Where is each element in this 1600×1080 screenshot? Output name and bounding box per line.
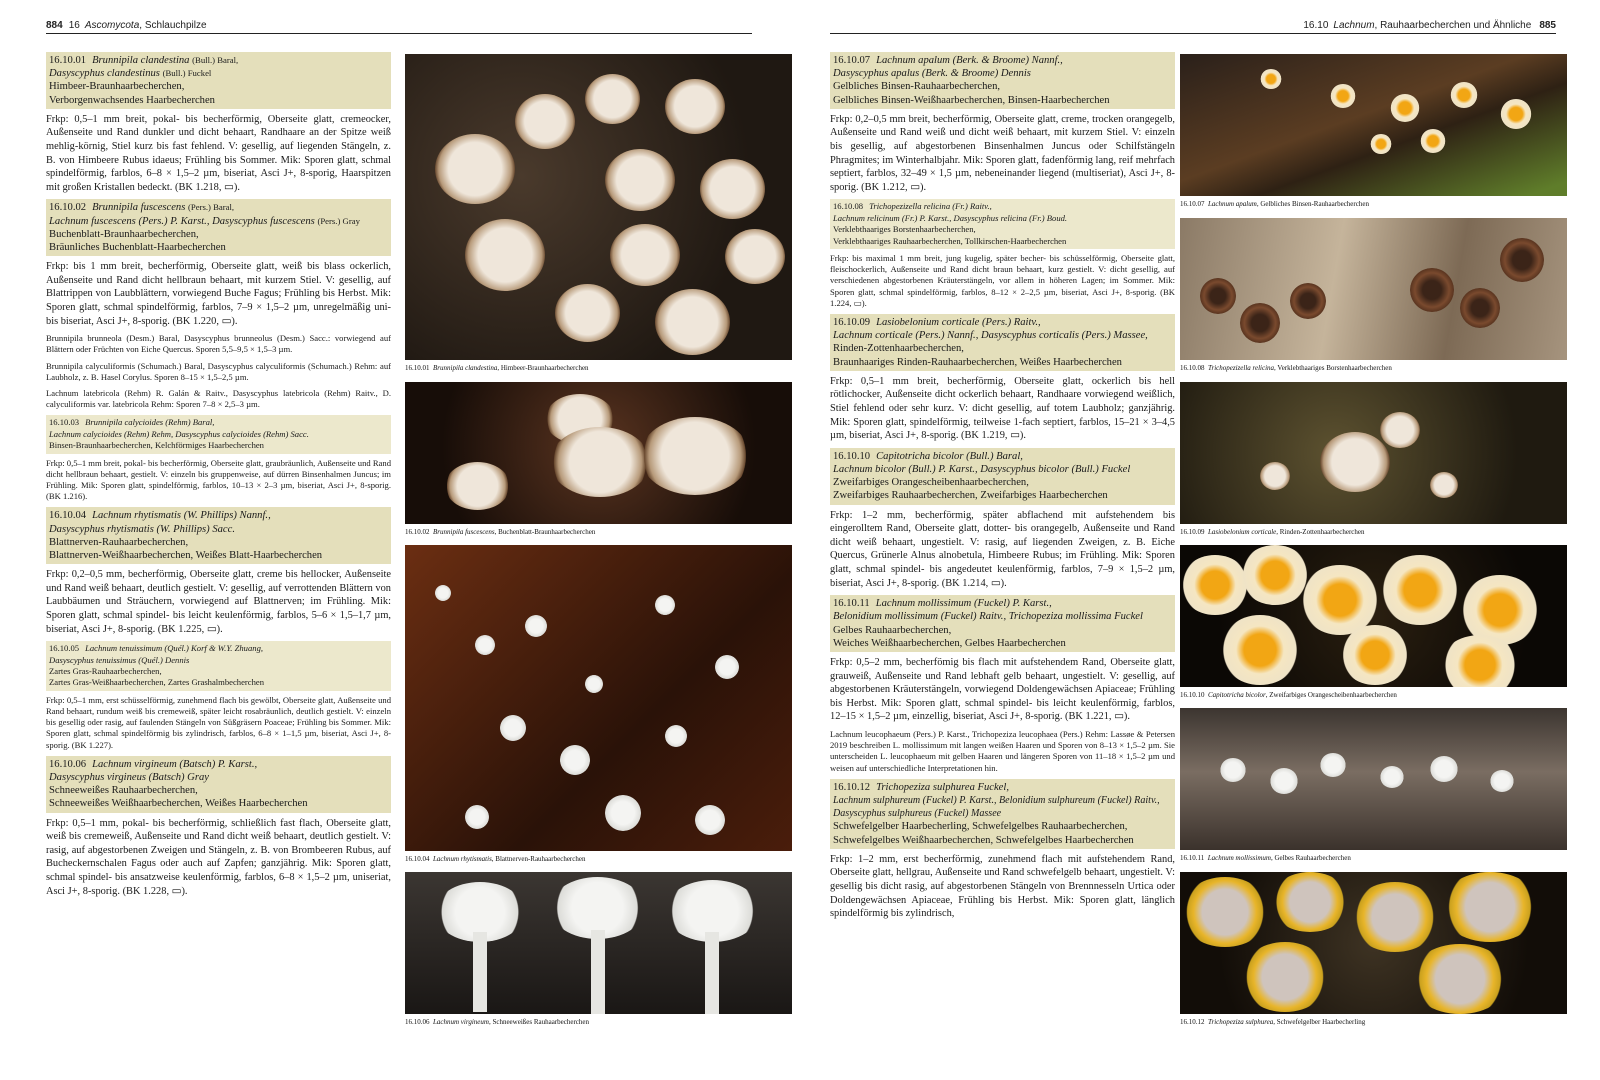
entry-description: Frkp: 1–2 mm, erst becherförmig, zunehmend flach mit aufstehendem Rand, Oberseite glatt, hellgrau, Außenseite und Rand schwefelgelb behaart, ungestielt. V: gesellig bis dicht rasig, auf abgestorbenen Stängeln von Brennnesseln Urtica oder Doldengewächsen Apiaceae, Frühling bis Herbst. Mik: Sporen glatt, länglich spindelförmig bis zylindrisch, [830, 853, 1176, 920]
entry-description: Frkp: bis 1 mm breit, becherförmig, Oberseite glatt, weiß bis blass ockerlich, Außenseite und Rand dicht hellbraun behaart, mit kurzem Stiel. V: gesellig, auf Blattrippen von Laubblättern, vorwiegend Buche Fagus; Frühling bis Herbst. Mik: Sporen glatt, schmal spindelförmig, farblos, 7–9 × 1,5–2 µm, unregelmäßig uni- bis biseriat, Asci J+, 8-sporig. (BK 1.220, ▭). [46, 261, 391, 327]
entry-header [46, 641, 391, 691]
entry-header [830, 52, 1175, 109]
common-name: Blattnerven-Weißhaarbecherchen, Weißes Blatt-Haarbecherchen [49, 550, 323, 562]
common-name: Binsen-Braunhaarbecherchen, Kelchförmiges Haarbecherchen [49, 440, 264, 451]
scientific-name: Brunnipila fuscescens [92, 202, 186, 214]
entry-number: 16.10.06 [49, 758, 87, 770]
right-page [800, 0, 1600, 1080]
figure-16-10-02 [405, 382, 792, 537]
figure-caption: 16.10.09 Lasiobelonium corticale, Rinden-Zottenhaarbecherchen [1180, 528, 1365, 536]
chapter-number: 16 [68, 20, 80, 31]
species-entry [830, 779, 1175, 921]
fungus-photo [1180, 545, 1567, 687]
common-name: Gelbes Rauhaarbecherchen, [833, 624, 952, 636]
species-entry [46, 415, 391, 502]
related-species-note: Brunnipila brunneola (Desm.) Baral, Dasyscyphus brunneolus (Desm.) Sacc.: vorwiegend auf Blättern oder Früchten von Eiche Quercus. Sporen 5,5–9,5 × 1,5–3 µm. [46, 333, 391, 355]
scientific-name: Lachnum mollissimum (Fuckel) P. Karst., [875, 598, 1052, 610]
common-name: Verklebthaariges Borstenhaarbecherchen, [833, 224, 976, 235]
entry-description: Frkp: 0,2–0,5 mm breit, becherförmig, Oberseite glatt, creme, trocken orangegelb, Außenseite und Rand weiß und dicht weiß behaart, mit kurzem Stiel. V: einzeln bis gesellig, auf abgestorbenen Binsenhalmen Juncus oder Schilfstängeln Phragmites; im Winterhalbjahr. Mik: Sporen glatt, fadenförmig lang, reif mehrfach septiert, farblos, 32–49 × 1,5 µm, nebeneinander liegend (multiseriat), Asci J+, 8-sporig. (BK 1.212, ▭). [830, 113, 1175, 193]
figure-caption: 16.10.08 Trichopezizella relicina, Verklebthaariges Borstenhaarbecherchen [1180, 364, 1392, 372]
related-species-note: Brunnipila calyculiformis (Schumach.) Baral, Dasyscyphus calyculiformis (Schumach.) Rehm: auf Laubholz, z. B. Hasel Corylus. Sporen 8–15 × 1,5–2,5 µm. [46, 360, 391, 382]
scientific-name: Lachnum tenuissimum (Quél.) Korf & W.Y. Zhuang, [85, 643, 264, 654]
entry-header [46, 507, 391, 564]
scientific-name: Lasiobelonium corticale (Pers.) Raitv., [876, 317, 1041, 329]
common-name: Zartes Gras-Weißhaarbecherchen, Zartes Grashalmbecherchen [49, 677, 264, 688]
synonym: Dasyscyphus rhytismatis (W. Phillips) Sacc. [49, 523, 235, 535]
synonym: Lachnum calycioides (Rehm) Rehm, Dasyscyphus calycioides (Rehm) Sacc. [49, 428, 309, 439]
figure-caption: 16.10.01 Brunnipila clandestina, Himbeer-Braunhaarbecherchen [405, 364, 589, 372]
common-name: Schwefelgelber Haarbecherling, Schwefelgelbes Rauhaarbecherchen, [833, 821, 1128, 833]
species-entry [830, 314, 1175, 443]
scientific-name: Lachnum virgineum (Batsch) P. Karst., [92, 758, 258, 770]
synonym: Lachnum relicinum (Fr.) P. Karst., Dasyscyphus relicina (Fr.) Boud. [833, 212, 1068, 223]
common-name: Schneeweißes Weißhaarbecherchen, Weißes Haarbecherchen [49, 798, 308, 810]
common-name: Buchenblatt-Braunhaarbecherchen, [49, 228, 199, 240]
entry-description: Frkp: bis maximal 1 mm breit, jung kugelig, später becher- bis schüsselförmig, Oberseite glatt, fleischockerlich, Außenseite und Rand dicht braun behaart, kurz gestielt. V: dicht gesellig, auf verschiedenen abgestorbenen Kräuterstängeln, vor allem in höheren Lagen; im Sommer. Mik: Sporen glatt, schmal spindelförmig, farblos, 8–12 × 2–2,5 µm, biseriat, Asci J+, 8-sporig. (BK 1.224, ▭). [830, 253, 1175, 308]
figure-caption: 16.10.04 Lachnum rhytismatis, Blattnerven-Rauhaarbecherchen [405, 855, 586, 863]
entry-description: Frkp: 1–2 mm, becherförmig, später abflachend mit aufstehendem bis eingerolltem Rand, Oberseite glatt, dotter- bis orangegelb, Außenseite und Rand dicht weiß behaart, ungestielt. V: rasig, auf liegenden Zweigen, z. B. Eiche Quercus, Grünerle Alnus alnobetula, Himbeere Rubus; im Frühling. Mik: Sporen glatt, schmal spindel- bis angedeutet keulenförmig, farblos, 7–9 × 1,5–2 µm, biseriat, Asci J+, 8-sporig. (BK 1.214, ▭). [830, 509, 1175, 589]
entry-description: Frkp: 0,2–0,5 mm, becherförmig, Oberseite glatt, creme bis hellocker, Außenseite und Rand weiß behaart, deutlich gestielt. V: gesellig, auf verrottenden Blättern von Laubbäumen und Sträuchern, vorwiegend auf Blattnerven; im Frühling. Mik: Sporen glatt, schmal spindel- bis leicht keulenförmig, farblos, 5–6 × 1,5–1,7 µm, biseriat, Asci J+, 8-sporig. (BK 1.225, ▭). [46, 569, 391, 635]
entry-header [830, 595, 1175, 652]
related-species-note: Lachnum leucophaeum (Pers.) P. Karst., Trichopeziza leucophaea (Pers.) Rehm: Lassøe & Petersen 2019 beschreiben L. mollissimum mit langen weißen Haaren und Sporen von 8–13 × 1,5–2 µm. Sie unterscheiden L. leucophaeum mit gelben Haaren und längeren Sporen von 11–18 × 1,5–2 µm und weisen auf unterschiedliche Interpretationen hin. [830, 728, 1175, 773]
common-name: Rinden-Zottenhaarbecherchen, [833, 343, 964, 355]
running-head-right [830, 18, 1556, 34]
scientific-name: Lachnum rhytismatis (W. Phillips) Nannf., [92, 510, 271, 522]
species-entry [830, 448, 1175, 590]
figure-16-10-06 [405, 872, 792, 1027]
species-entry [46, 52, 391, 194]
entry-header [46, 415, 391, 453]
common-name: Verborgenwachsendes Haarbecherchen [49, 94, 215, 106]
fungus-photo [405, 54, 792, 360]
entry-description: Frkp: 0,5–2 mm, becherfömig bis flach mit aufstehendem Rand, Oberseite glatt, grauweiß, Außenseite und Rand lebhaft gelb behaart, ungestielt. V: gesellig, auf abgestorbenen Kräuterstängeln, vorwiegend Doldengewächsen Apiaceae; Frühling bis Herbst. Mik: Sporen glatt, schmal spindel- bis leicht keulenförmig, farblos, 12–15 × 1,5–2 µm, einzellig, biseriat, Asci J+, 8-sporig. (BK 1.221, ▭). [830, 656, 1175, 723]
entry-number: 16.10.03 [49, 417, 80, 428]
section-title-italic: Lachnum [1333, 20, 1375, 31]
text-column-right [830, 52, 1175, 926]
entry-number: 16.10.11 [833, 598, 870, 610]
figure-16-10-11 [1180, 708, 1567, 863]
common-name: Gelbliches Binsen-Weißhaarbecherchen, Binsen-Haarbecherchen [833, 94, 1110, 106]
text-column-left [46, 52, 391, 903]
entry-number: 16.10.04 [49, 510, 87, 522]
figure-16-10-09 [1180, 382, 1567, 537]
common-name: Schneeweißes Rauhaarbecherchen, [49, 785, 198, 797]
fungus-photo [1180, 54, 1567, 196]
entry-description: Frkp: 0,5–1 mm, pokal- bis becherförmig, schließlich fast flach, Oberseite glatt, weiß bis cremeweiß, Außenseite und Rand dicht weiß behaart, deutlich gestielt. V: rasig, auf abgestorbenen Zweigen und Stängeln, z. B. von Brombeeren Rubus, auf Bucheckernschalen Fagus oder auch auf Zapfen; ganzjährig. Mik: Sporen glatt, schmal spindel- bis ansatzweise keulenförmig, farblos, 6–8 × 1,5–2 µm, uniseriat, Asci J+, 8-sporig. (BK 1.228, ▭). [46, 817, 391, 897]
species-entry [46, 199, 391, 328]
species-entry [46, 507, 391, 636]
common-name: Gelbliches Binsen-Rauhaarbecherchen, [833, 81, 1001, 93]
entry-number: 16.10.09 [833, 317, 871, 329]
author: (Pers.) Baral, [188, 202, 235, 213]
fungus-photo [1180, 708, 1567, 850]
scientific-name: Brunnipila clandestina [92, 55, 190, 66]
species-entry [46, 641, 391, 751]
entry-number: 16.10.05 [49, 643, 80, 654]
species-entry [830, 199, 1175, 309]
synonym: Belonidium mollissimum (Fuckel) Raitv., Trichopeziza mollissima Fuckel [833, 611, 1143, 623]
fungus-photo [1180, 872, 1567, 1014]
synonym: Lachnum fuscescens (Pers.) P. Karst., Dasyscyphus fuscescens [49, 215, 315, 227]
running-head-left [46, 18, 752, 34]
figure-caption: 16.10.07 Lachnum apalum, Gelbliches Binsen-Rauhaarbecherchen [1180, 200, 1369, 208]
entry-number: 16.10.07 [833, 55, 871, 66]
figure-16-10-01 [405, 54, 792, 373]
common-name: Schwefelgelbes Weißhaarbecherchen, Schwefelgelbes Haarbecherchen [833, 834, 1134, 846]
synonym: Lachnum bicolor (Bull.) P. Karst., Dasyscyphus bicolor (Bull.) Fuckel [833, 464, 1131, 475]
figure-caption: 16.10.02 Brunnipila fuscescens, Buchenblatt-Braunhaarbecherchen [405, 528, 596, 536]
page-number: 885 [1539, 20, 1556, 31]
common-name: Zartes Gras-Rauhaarbecherchen, [49, 666, 162, 676]
entry-description: Frkp: 0,5–1 mm breit, pokal- bis becherförmig, Oberseite glatt, graubräunlich, Außenseite und Rand dicht hellbraun behaart, gestielt. V: einzeln bis gruppenweise, auf dürren Binsenhalmen Juncus; im Frühling. Mik: Sporen glatt, spindelförmig, farblos, 10–13 × 2–3 µm, biseriat, Asci J+, 8-sporig. (BK 1.216). [46, 457, 391, 502]
common-name: Zweifarbiges Orangescheibenhaarbecherchen, [833, 477, 1029, 489]
entry-header [46, 199, 391, 256]
common-name: Verklebthaariges Rauhaarbecherchen, Tollkirschen-Haarbecherchen [833, 235, 1067, 246]
entry-description: Frkp: 0,5–1 mm breit, pokal- bis becherförmig, Oberseite glatt, cremeocker, Außenseite und Rand dunkler und dicht behaart, Randhaare an der Spitze weiß mehlig-körnig, Stiel kurz bis fast fehlend. V: gesellig, auf liegenden Stängeln, z. B. von Himbeere Rubus idaeus; Frühling bis Sommer. Mik: Sporen glatt, schmal spindelförmig, farblos, 6–8 × 1,5–2 µm, biseriat, Asci J+, 8-sporig, Haarspitzen mit großen Kristallen bedeckt. (BK 1.218, ▭). [46, 113, 391, 193]
common-name: Weiches Weißhaarbecherchen, Gelbes Haarbecherchen [833, 637, 1066, 649]
scientific-name: Capitotricha bicolor (Bull.) Baral, [876, 450, 1023, 462]
scientific-name: Trichopeziza sulphurea Fuckel, [876, 781, 1009, 793]
entry-header [46, 756, 391, 813]
common-name: Himbeer-Braunhaarbecherchen, [49, 81, 185, 93]
related-species-note: Lachnum latebricola (Rehm) R. Galán & Raitv., Dasyscyphus latebricola (Rehm) Raitv., D. calyculiformis var. latebricola Rehm: Sporen 7–8 × 2,5–3 µm. [46, 387, 391, 410]
entry-header [830, 199, 1175, 249]
synonym: Dasyscyphus clandestinus [49, 68, 160, 80]
synonym: Lachnum sulphureum (Fuckel) P. Karst., Belonidium sulphureum (Fuckel) Raitv., Dasyscyphus sulphureus (Fuckel) Massee [833, 794, 1160, 820]
figure-16-10-07 [1180, 54, 1567, 209]
entry-number: 16.10.12 [833, 781, 871, 793]
figure-caption: 16.10.12 Trichopeziza sulphurea, Schwefelgelber Haarbecherling [1180, 1018, 1366, 1026]
chapter-title-italic: Ascomycota [84, 20, 140, 31]
figure-16-10-12 [1180, 872, 1567, 1027]
fungus-photo [405, 872, 792, 1014]
common-name: Braunhaariges Rinden-Rauhaarbecherchen, Weißes Haarbecherchen [833, 356, 1122, 368]
figure-16-10-08 [1180, 218, 1567, 373]
section-number: 16.10 [1303, 20, 1329, 31]
common-name: Bräunliches Buchenblatt-Haarbecherchen [49, 241, 226, 253]
author: (Bull.) Fuckel [162, 68, 212, 79]
section-title: , Rauhaarbecherchen und Ähnliche [1374, 20, 1532, 31]
entry-description: Frkp: 0,5–1 mm, erst schüsselförmig, zunehmend flach bis gewölbt, Oberseite glatt, Außenseite und Rand behaart, rundum weiß bis cremeweiß, später leicht rosabräunlich, deutlich gestielt. V: einzeln bis gesellig oder rasig, auf faulenden Stängeln von Süßgräsern Poaceae; Frühling bis Sommer. Mik: Sporen glatt, schmal spindelförmig bis zylindrisch, farblos, 6–8 × 1–1,5 µm, biseriat, Asci J+, 8-sporig. (BK 1.227). [46, 694, 391, 750]
entry-header [830, 779, 1175, 849]
figure-caption: 16.10.11 Lachnum mollissimum, Gelbes Rauhaarbecherchen [1180, 854, 1351, 862]
author: (Pers.) Gray [317, 215, 360, 226]
synonym: Dasyscyphus tenuissimus (Quél.) Dennis [49, 654, 190, 665]
species-entry [830, 595, 1175, 724]
synonym: Dasyscyphus apalus (Berk. & Broome) Dennis [833, 68, 1031, 80]
entry-number: 16.10.01 [49, 55, 87, 66]
entry-header [46, 52, 391, 109]
fungus-photo [1180, 218, 1567, 360]
page-number: 884 [46, 20, 63, 31]
figure-caption: 16.10.10 Capitotricha bicolor, Zweifarbiges Orangescheibenhaarbecherchen [1180, 691, 1397, 699]
entry-number: 16.10.08 [833, 201, 864, 212]
scientific-name: Lachnum apalum (Berk. & Broome) Nannf., [876, 55, 1063, 66]
species-entry [46, 756, 391, 898]
entry-number: 16.10.02 [49, 202, 87, 214]
author: (Bull.) Baral, [192, 55, 239, 65]
common-name: Blattnerven-Rauhaarbecherchen, [49, 536, 189, 548]
entry-header [830, 448, 1175, 505]
figure-caption: 16.10.06 Lachnum virgineum, Schneeweißes Rauhaarbecherchen [405, 1018, 590, 1026]
synonym: Dasyscyphus virgineus (Batsch) Gray [49, 772, 209, 784]
figure-16-10-10 [1180, 545, 1567, 700]
fungus-photo [405, 545, 792, 851]
scientific-name: Brunnipila calycioides (Rehm) Baral, [85, 417, 215, 428]
entry-number: 16.10.10 [833, 450, 871, 462]
synonym: Lachnum corticale (Pers.) Nannf., Dasyscyphus corticalis (Pers.) Massee, [833, 330, 1148, 342]
common-name: Zweifarbiges Rauhaarbecherchen, Zweifarbiges Haarbecherchen [833, 490, 1108, 502]
species-entry [830, 52, 1175, 194]
fungus-photo [405, 382, 792, 524]
entry-header [830, 314, 1175, 371]
figure-16-10-04 [405, 545, 792, 864]
fungus-photo [1180, 382, 1567, 524]
chapter-title: , Schlauchpilze [139, 20, 207, 31]
scientific-name: Trichopezizella relicina (Fr.) Raitv., [869, 201, 992, 212]
entry-description: Frkp: 0,5–1 mm breit, becherförmig, Oberseite glatt, ockerlich bis hell rötlichocker, Außenseite dicht ockerlich behaart, Randhaare vorwiegend weißlich, Stiel fehlend oder sehr kurz. V: dicht gesellig, auf totem Laubholz; ganzjährig. Mik: Sporen glatt, spindelförmig, teilweise 1-fach septiert, farblos, 15–21 × 3–4,5 µm, biseriat, Asci J+, 8-sporig. (BK 1.219, ▭). [830, 375, 1175, 442]
